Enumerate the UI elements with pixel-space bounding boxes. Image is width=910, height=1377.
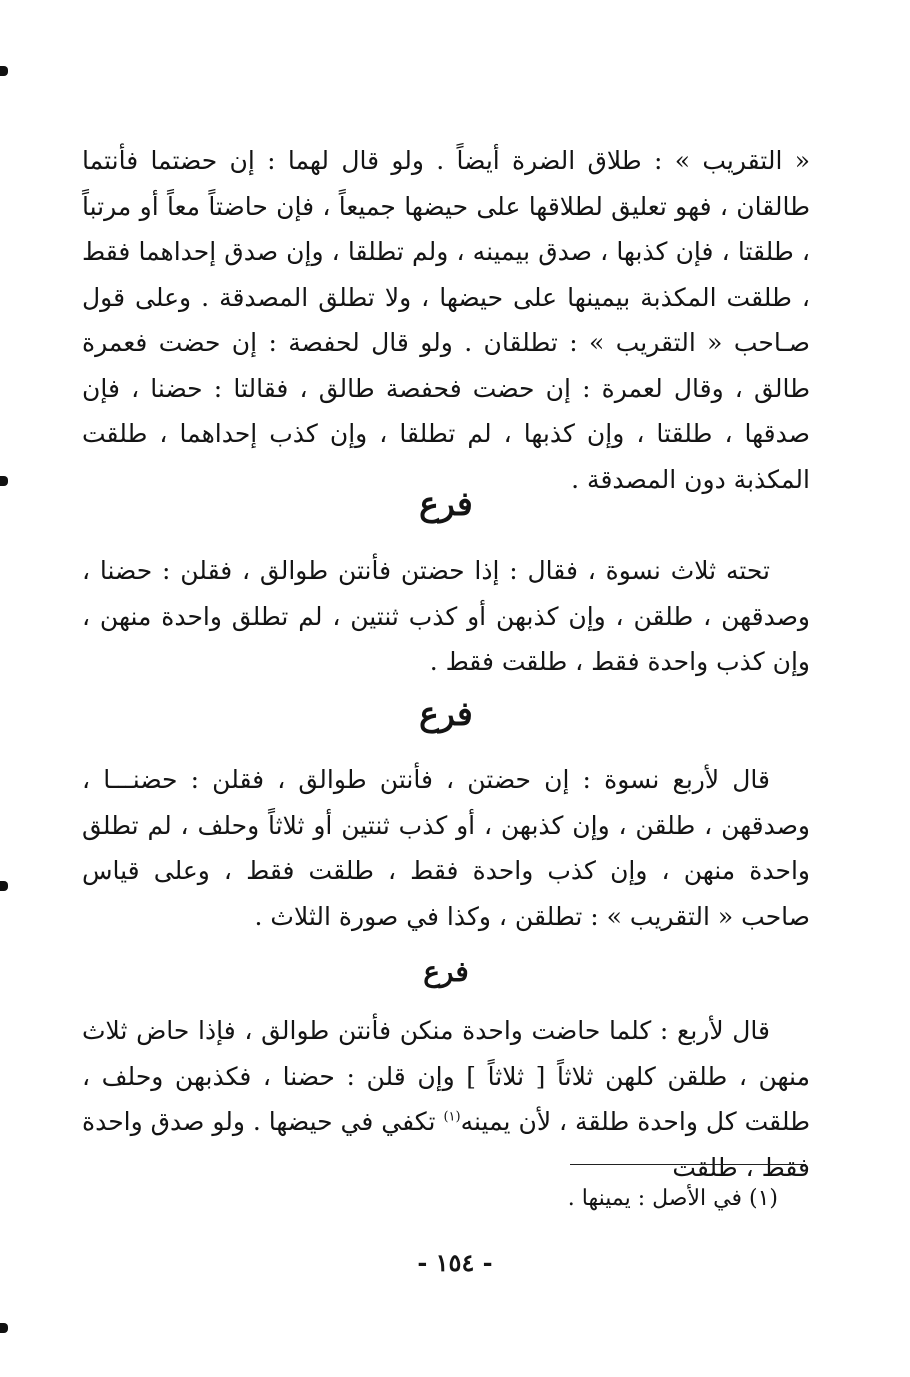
footnote-marker: (١)	[443, 1109, 461, 1125]
paragraph-3: قال لأربع نسوة : إن حضتن ، فأنتن طوالق ، فقلن : حضنـــا ، وصدقهن ، طلقن ، وإن كذبهن ، أو كذب ثنتين أو ثلاثاً وحلف ، لم تطلق واحدة منهن ، وإن كذب واحدة فقط ، طلقت فقط ، وعلى قياس صاحب « التقريب » : تطلقن ، وكذا في صورة الثلاث .	[82, 765, 810, 931]
text-block-2	[82, 548, 810, 685]
paragraph-1: « التقريب » : طلاق الضرة أيضاً . ولو قال لهما : إن حضتما فأنتما طالقان ، فهو تعليق لطلاقها على حيضها جميعاً ، فإن حاضتاً معاً أو مرتباً ، طلقتا ، فإن كذبها ، صدق بيمينه ، ولم تطلقا ، وإن صدق إحداهما فقط ، طلقت المكذبة بيمينها على حيضها ، ولا تطلق المصدقة . وعلى قول صـاحب « التقريب » : تطلقان . ولو قال لحفصة : إن حضت فعمرة طالق ، وقال لعمرة : إن حضت فحفصة طالق ، فقالتا : حضنا ، فإن صدقها ، طلقتا ، وإن كذبها ، لم تطلقا ، وإن كذب إحداهما ، طلقت المكذبة دون المصدقة .	[82, 146, 810, 494]
paragraph-4-after-note: تكفي في حيضها . ولو صدق واحدة فقط ، طلقت	[81, 1107, 810, 1182]
section-heading-1: فرع	[419, 484, 473, 523]
footnote-divider	[570, 1164, 806, 1165]
page-number: - ١٥٤ -	[417, 1248, 493, 1277]
edge-mark	[0, 1323, 8, 1333]
text-block-4	[82, 1008, 810, 1190]
paragraph-4-before-note: قال لأربع : كلما حاضت واحدة منكن فأنتن طوالق ، فإذا حاض ثلاث منهن ، طلقن كلهن ثلاثاً [ ثلاثاً ] وإن قلن : حضنا ، فكذبهن وحلف ، طلقت كل واحدة طلقة ، لأن يمينه	[82, 1016, 810, 1136]
edge-mark	[0, 66, 8, 76]
edge-mark	[0, 476, 8, 486]
footnote: (١) في الأصل : يمينها .	[567, 1186, 778, 1211]
paragraph-4	[82, 1008, 810, 1190]
section-heading-2: فرع	[419, 694, 473, 733]
paragraph-2: تحته ثلاث نسوة ، فقال : إذا حضتن فأنتن طوالق ، فقلن : حضنا ، وصدقهن ، طلقن ، وإن كذبهن أو كذب ثنتين ، لم تطلق واحدة منهن ، وإن كذب واحدة فقط ، طلقت فقط .	[82, 556, 810, 676]
text-block-1	[82, 138, 810, 502]
section-heading-3: فرع	[423, 955, 469, 988]
text-block-3	[82, 757, 810, 939]
edge-mark	[0, 881, 8, 891]
